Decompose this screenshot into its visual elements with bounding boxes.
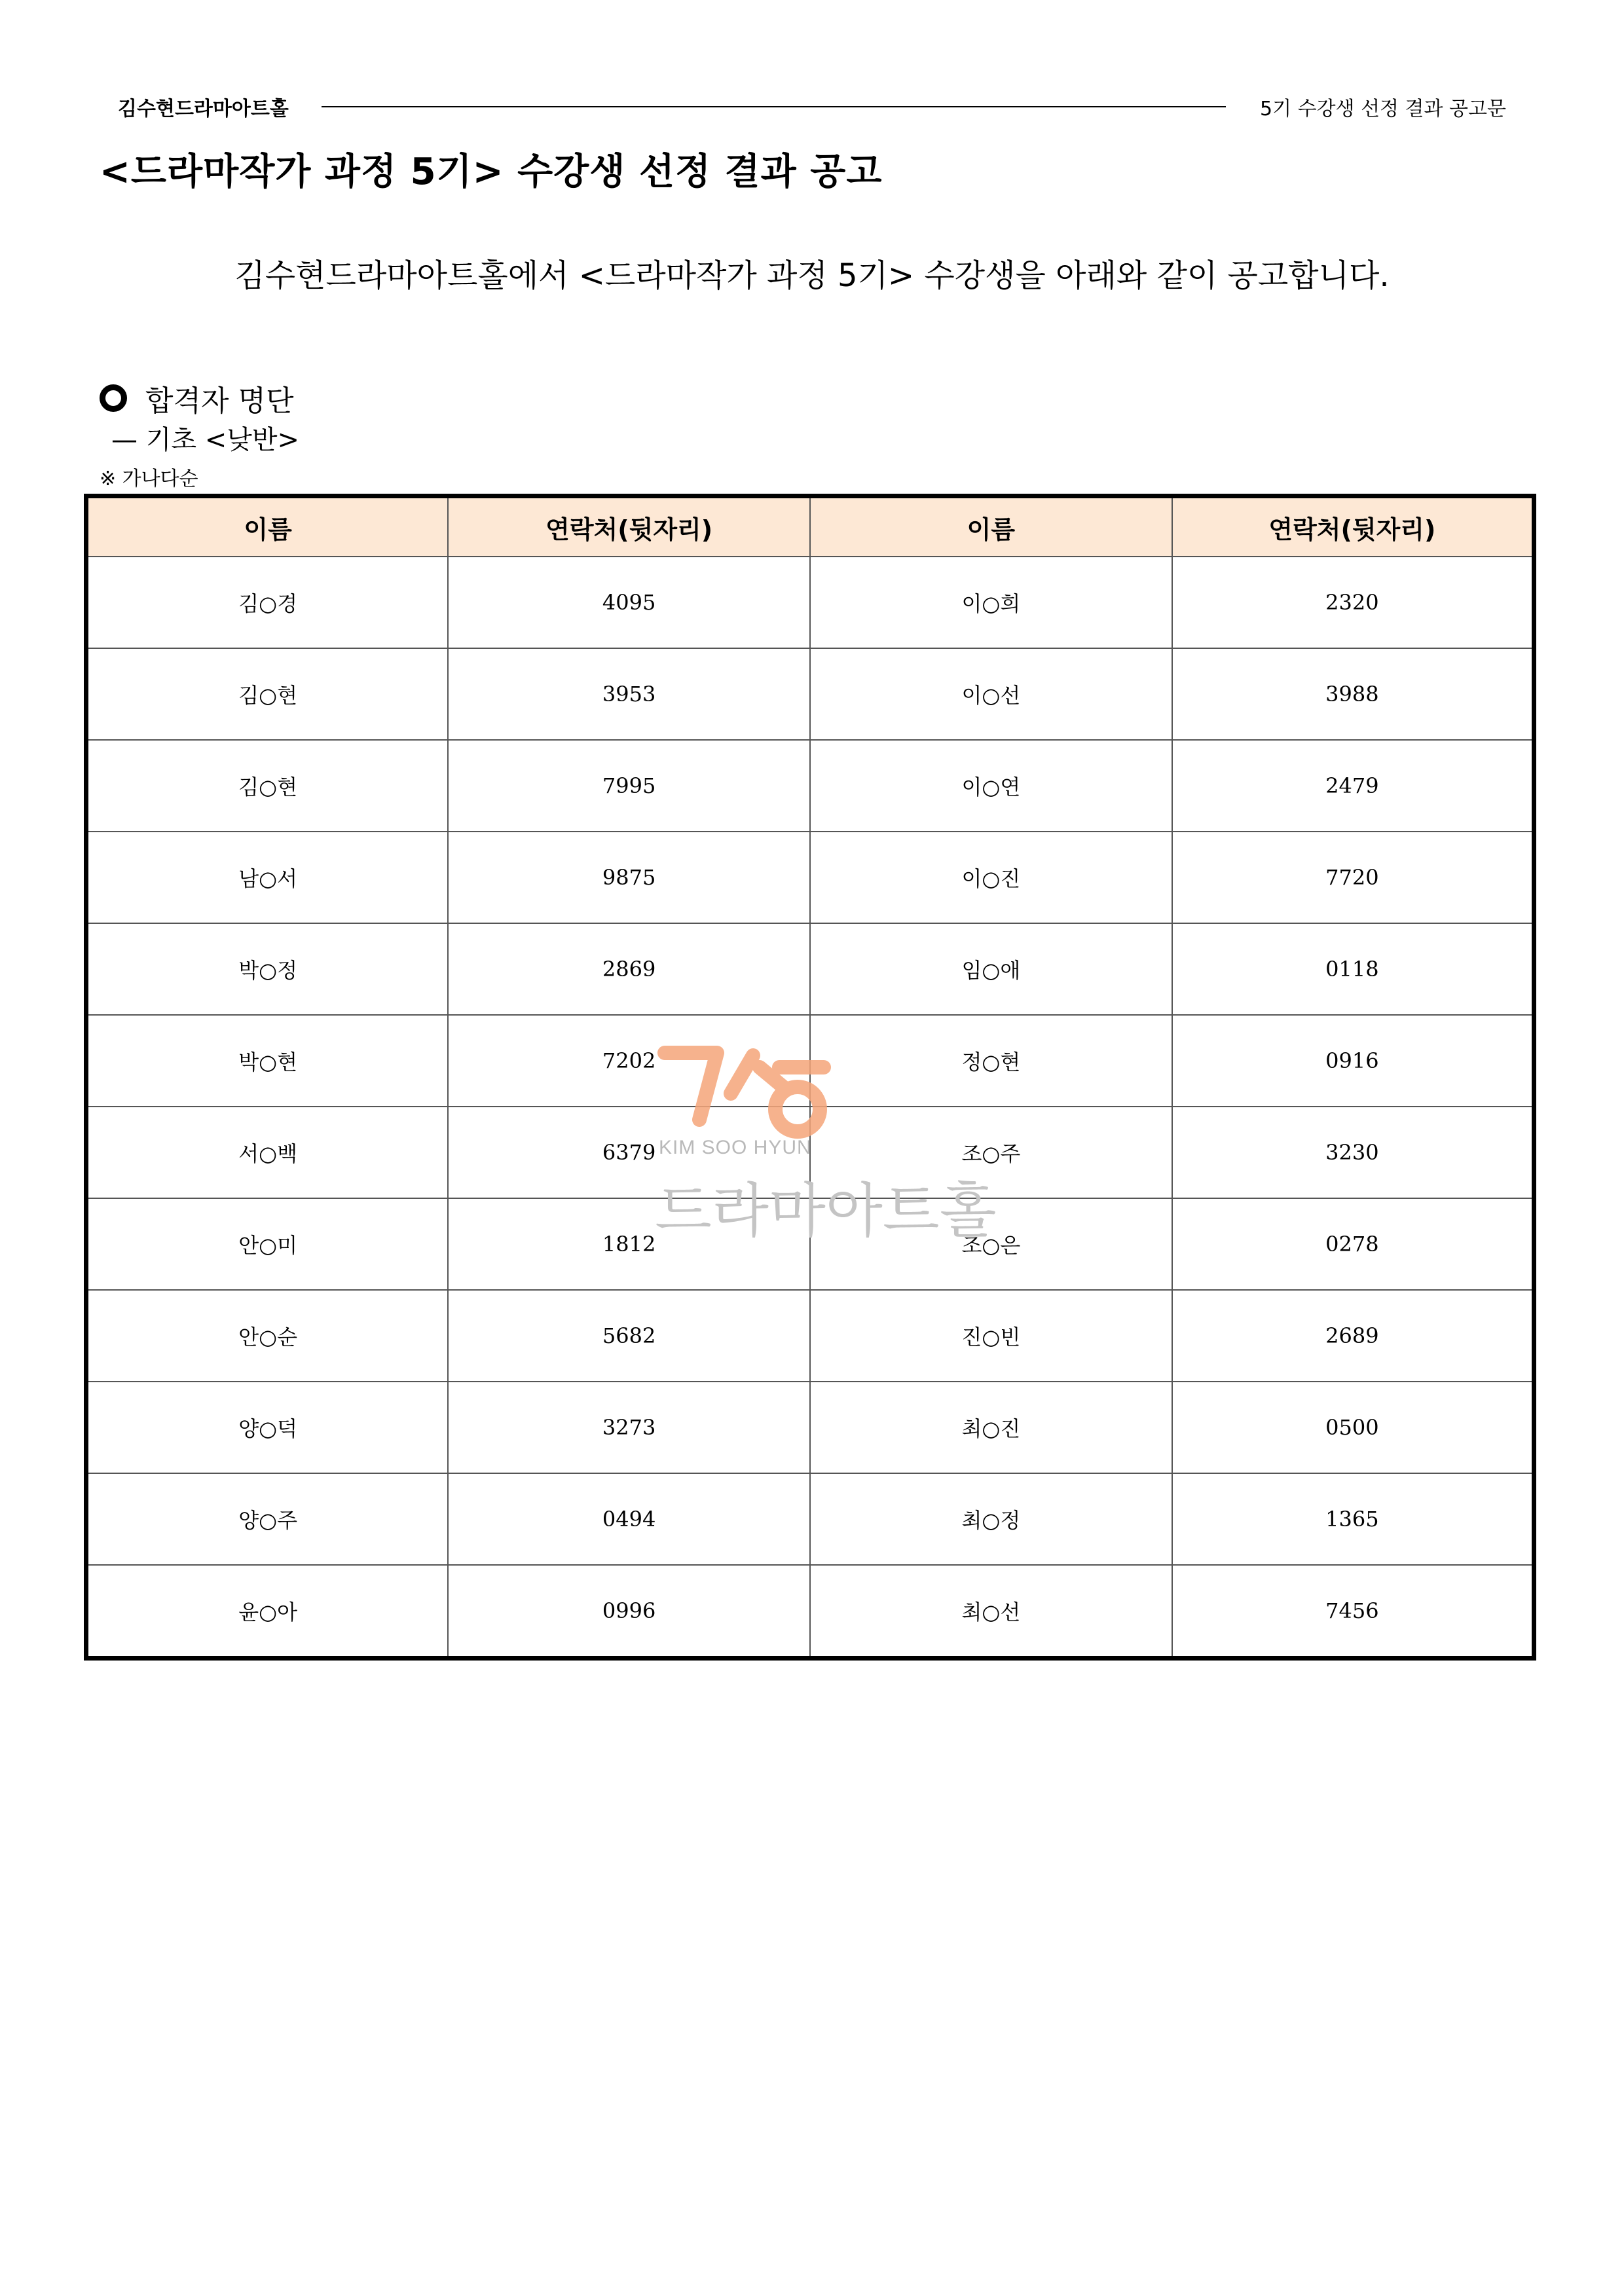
- name-cell: 안○미: [86, 1198, 449, 1290]
- contact-cell: 3273: [448, 1382, 810, 1473]
- name-cell: 남○서: [86, 832, 449, 923]
- contact-cell: 7720: [1172, 832, 1534, 923]
- sort-note: ※ 가나다순: [100, 468, 198, 490]
- contact-cell: 0996: [448, 1565, 810, 1659]
- table-row: [86, 1565, 1534, 1659]
- contact-cell: 2479: [1172, 740, 1534, 832]
- name-cell: 서○백: [86, 1107, 449, 1198]
- contact-cell: 2869: [448, 923, 810, 1015]
- contact-cell: 0118: [1172, 923, 1534, 1015]
- header-name-2: 이름: [810, 496, 1172, 557]
- name-cell: 최○정: [810, 1473, 1172, 1565]
- name-cell: 최○선: [810, 1565, 1172, 1659]
- name-cell: 박○현: [86, 1015, 449, 1107]
- table-row: [86, 923, 1534, 1015]
- name-cell: 김○현: [86, 740, 449, 832]
- page-title: <드라마작가 과정 5기> 수강생 선정 결과 공고: [100, 151, 883, 193]
- name-cell: 이○진: [810, 832, 1172, 923]
- name-cell: 정○현: [810, 1015, 1172, 1107]
- name-cell: 박○정: [86, 923, 449, 1015]
- watermark-name: 드라마아트홀: [655, 1177, 997, 1245]
- results-table-wrapper: [84, 494, 1536, 1661]
- contact-cell: 5682: [448, 1290, 810, 1382]
- contact-cell: 3230: [1172, 1107, 1534, 1198]
- table-row: [86, 832, 1534, 923]
- intro-text: 김수현드라마아트홀에서 <드라마작가 과정 5기> 수강생을 아래와 같이 공고합니다.: [234, 257, 1390, 294]
- table-row: [86, 1290, 1534, 1382]
- contact-cell: 7202: [448, 1015, 810, 1107]
- contact-cell: 1812: [448, 1198, 810, 1290]
- contact-cell: 7456: [1172, 1565, 1534, 1659]
- name-cell: 이○연: [810, 740, 1172, 832]
- name-cell: 이○선: [810, 648, 1172, 740]
- table-row: [86, 1382, 1534, 1473]
- contact-cell: 0500: [1172, 1382, 1534, 1473]
- table-header-row: [86, 496, 1534, 557]
- contact-cell: 9875: [448, 832, 810, 923]
- contact-cell: 0278: [1172, 1198, 1534, 1290]
- name-cell: 최○진: [810, 1382, 1172, 1473]
- name-cell: 안○순: [86, 1290, 449, 1382]
- doc-label: 5기 수강생 선정 결과 공고문: [1259, 98, 1506, 120]
- table-row: [86, 740, 1534, 832]
- name-cell: 임○애: [810, 923, 1172, 1015]
- name-cell: 이○희: [810, 557, 1172, 648]
- contact-cell: 2689: [1172, 1290, 1534, 1382]
- results-table: [84, 494, 1536, 1661]
- table-row: [86, 1473, 1534, 1565]
- table-row: [86, 1107, 1534, 1198]
- contact-cell: 0916: [1172, 1015, 1534, 1107]
- contact-cell: 1365: [1172, 1473, 1534, 1565]
- table-row: [86, 648, 1534, 740]
- contact-cell: 6379: [448, 1107, 810, 1198]
- table-row: [86, 557, 1534, 648]
- name-cell: 양○주: [86, 1473, 449, 1565]
- header-name-1: 이름: [86, 496, 449, 557]
- org-name: 김수현드라마아트홀: [118, 98, 289, 120]
- header-contact-2: 연락처(뒷자리): [1172, 496, 1534, 557]
- table-row: [86, 1198, 1534, 1290]
- section-heading: [100, 377, 294, 419]
- page-header: [118, 90, 1506, 123]
- header-contact-1: 연락처(뒷자리): [448, 496, 810, 557]
- contact-cell: 3953: [448, 648, 810, 740]
- contact-cell: 4095: [448, 557, 810, 648]
- section-heading-label: 합격자 명단: [145, 384, 294, 418]
- contact-cell: 7995: [448, 740, 810, 832]
- circle-bullet-icon: [100, 384, 127, 412]
- contact-cell: 3988: [1172, 648, 1534, 740]
- name-cell: 조○은: [810, 1198, 1172, 1290]
- table-row: [86, 1015, 1534, 1107]
- name-cell: 윤○아: [86, 1565, 449, 1659]
- name-cell: 조○주: [810, 1107, 1172, 1198]
- name-cell: 진○빈: [810, 1290, 1172, 1382]
- contact-cell: 2320: [1172, 557, 1534, 648]
- name-cell: 김○경: [86, 557, 449, 648]
- name-cell: 김○현: [86, 648, 449, 740]
- watermark-sub: KIM SOO HYUN: [659, 1137, 812, 1158]
- header-rule: [322, 106, 1226, 107]
- section-subheading: — 기초 <낮반>: [111, 425, 300, 455]
- name-cell: 양○덕: [86, 1382, 449, 1473]
- contact-cell: 0494: [448, 1473, 810, 1565]
